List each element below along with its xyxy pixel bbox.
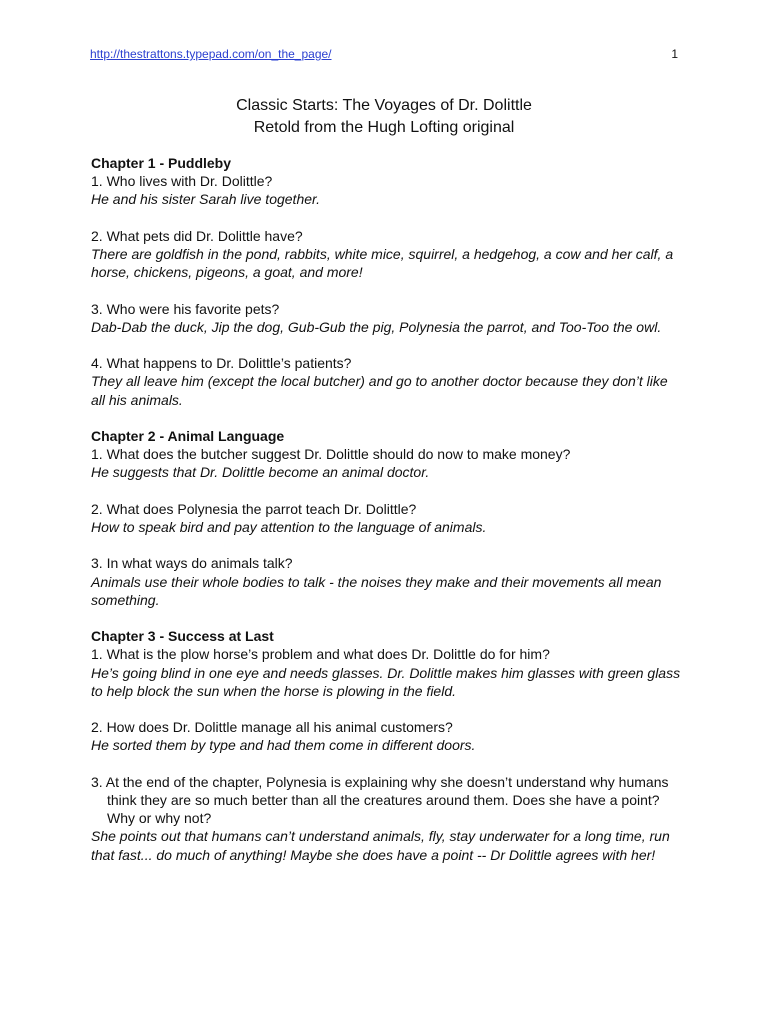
question: 3. At the end of the chapter, Polynesia is explaining why she doesn’t understand why humans think they are so much better than all the creatures around them. Does she have a point? Why or why not?: [91, 773, 669, 827]
answer: Animals use their whole bodies to talk - the noises they make and their movements all mean something.: [91, 573, 662, 608]
qa-item: [91, 554, 681, 609]
qa-item: [91, 300, 681, 336]
answer: He suggests that Dr. Dolittle become an animal doctor.: [91, 464, 430, 481]
question: 1. What does the butcher suggest Dr. Dolittle should do now to make money?: [91, 446, 571, 463]
qa-item: [91, 500, 681, 536]
chapter-section: [91, 427, 681, 609]
document-title: [0, 95, 768, 139]
qa-item: [91, 172, 681, 208]
qa-item: [91, 445, 681, 481]
answer: There are goldfish in the pond, rabbits, white mice, squirrel, a hedgehog, a cow and her calf, a horse, chickens, pigeons, a goat, and more!: [91, 246, 674, 281]
qa-item: [91, 227, 681, 282]
question: 3. In what ways do animals talk?: [91, 555, 293, 572]
chapter-heading: Chapter 1 - Puddleby: [91, 155, 232, 171]
chapter-heading: Chapter 2 - Animal Language: [91, 427, 285, 444]
qa-item: [91, 645, 681, 700]
question: 1. What is the plow horse’s problem and what does Dr. Dolittle do for him?: [91, 646, 550, 663]
answer: He and his sister Sarah live together.: [91, 191, 321, 208]
chapter-section: [91, 154, 681, 409]
chapter-section: [91, 627, 681, 864]
title-line-2: Retold from the Hugh Lofting original: [253, 119, 515, 136]
document-body: [91, 154, 681, 882]
answer: He sorted them by type and had them come in different doors.: [91, 737, 476, 754]
chapter-heading: Chapter 3 - Success at Last: [91, 628, 274, 645]
page-header: [90, 47, 678, 65]
answer: How to speak bird and pay attention to the language of animals.: [91, 518, 487, 535]
title-line-1: Classic Starts: The Voyages of Dr. Dolittle: [236, 97, 532, 114]
question: 2. What does Polynesia the parrot teach Dr. Dolittle?: [91, 500, 417, 517]
answer: They all leave him (except the local butcher) and go to another doctor because they don’t like all his animals.: [91, 373, 668, 408]
qa-item: [91, 354, 681, 409]
question: 1. Who lives with Dr. Dolittle?: [91, 173, 273, 190]
answer: She points out that humans can’t understand animals, fly, stay underwater for a long time, run that fast... do much of anything! Maybe she does have a point -- Dr Dolittle agrees with her!: [91, 828, 670, 863]
question: 4. What happens to Dr. Dolittle’s patients?: [91, 355, 352, 372]
question: 2. What pets did Dr. Dolittle have?: [91, 227, 303, 244]
page-number: 1: [671, 47, 678, 61]
qa-item: [91, 773, 681, 864]
answer: Dab-Dab the duck, Jip the dog, Gub-Gub the pig, Polynesia the parrot, and Too-Too the owl.: [91, 318, 662, 335]
answer: He’s going blind in one eye and needs glasses. Dr. Dolittle makes him glasses with green glass to help block the sun when the horse is plowing in the field.: [91, 664, 681, 699]
question: 2. How does Dr. Dolittle manage all his animal customers?: [91, 719, 453, 736]
question: 3. Who were his favorite pets?: [91, 300, 280, 317]
source-link[interactable]: http://thestrattons.typepad.com/on_the_page/: [90, 47, 332, 61]
qa-item: [91, 718, 681, 754]
